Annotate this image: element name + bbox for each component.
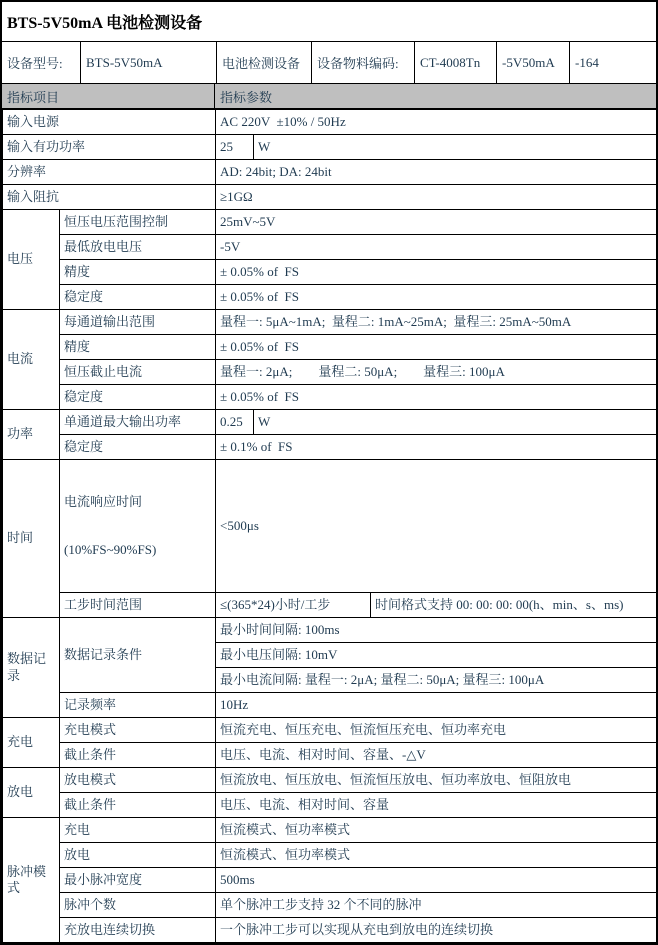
table-row (3, 360, 657, 385)
document-title: BTS-5V50mA 电池检测设备 (2, 2, 656, 42)
spec-value: -5V (216, 235, 657, 260)
group-label-discharge: 放电 (3, 768, 60, 818)
spec-item-label: 恒压电压范围控制 (60, 210, 216, 235)
spec-item-label: 放电模式 (60, 768, 216, 793)
spec-value: ≤(365*24)小时/工步 (216, 593, 371, 618)
spec-value: 恒流充电、恒压充电、恒流恒压充电、恒功率充电 (216, 718, 657, 743)
spec-item-label: 充电 (60, 818, 216, 843)
group-label-time: 时间 (3, 460, 60, 618)
table-row (3, 460, 657, 593)
spec-item-label: 脉冲个数 (60, 893, 216, 918)
device-code-part3: -164 (575, 54, 599, 70)
table-row (3, 618, 657, 643)
spec-item-label: 充电模式 (60, 718, 216, 743)
spec-item-label: 充放电连续切换 (60, 918, 216, 943)
table-row (3, 843, 657, 868)
spec-value: ± 0.05% of FS (216, 335, 657, 360)
table-row (3, 868, 657, 893)
spec-value-unit: W (254, 410, 657, 435)
spec-value: 电压、电流、相对时间、容量、-△V (216, 743, 657, 768)
table-row (3, 743, 657, 768)
spec-item-label: 截止条件 (60, 793, 216, 818)
group-label-voltage: 电压 (3, 210, 60, 310)
spec-value: AC 220V ±10% / 50Hz (216, 110, 657, 135)
table-row (3, 235, 657, 260)
spec-value: 恒流模式、恒功率模式 (216, 818, 657, 843)
spec-value-number: 0.25 (216, 410, 254, 435)
spec-value: 最小电压间隔: 10mV (216, 643, 657, 668)
spec-value: 恒流模式、恒功率模式 (216, 843, 657, 868)
spec-item-label: 放电 (60, 843, 216, 868)
table-row (3, 693, 657, 718)
spec-item-label: 精度 (60, 260, 216, 285)
spec-item-label: 输入电源 (3, 110, 216, 135)
spec-item-label: 记录频率 (60, 693, 216, 718)
table-row (3, 285, 657, 310)
spec-value-unit: W (254, 135, 657, 160)
header-param-column: 指标参数 (220, 89, 273, 105)
spec-value: 500ms (216, 868, 657, 893)
spec-table (2, 109, 657, 943)
table-row (3, 310, 657, 335)
spec-value: 电压、电流、相对时间、容量 (216, 793, 657, 818)
spec-value: ± 0.05% of FS (216, 260, 657, 285)
spec-item-label: 精度 (60, 335, 216, 360)
device-code-part2: -5V50mA (497, 42, 570, 83)
spec-value: ± 0.05% of FS (216, 285, 657, 310)
table-row (3, 793, 657, 818)
spec-item-label: 截止条件 (60, 743, 216, 768)
spec-value: AD: 24bit; DA: 24bit (216, 160, 657, 185)
spec-item-label: 恒压截止电流 (60, 360, 216, 385)
spec-item-label: 单通道最大输出功率 (60, 410, 216, 435)
table-row (3, 385, 657, 410)
table-row (3, 410, 657, 435)
spec-value: 量程一: 2μA; 量程二: 50μA; 量程三: 100μA (216, 360, 657, 385)
device-type: 电池检测设备 (217, 42, 312, 83)
spec-value-note: 时间格式支持 00: 00: 00: 00(h、min、s、ms) (371, 593, 657, 618)
spec-item-label: 最低放电电压 (60, 235, 216, 260)
spec-item-label: 输入阻抗 (3, 185, 216, 210)
group-label-power: 功率 (3, 410, 60, 460)
device-info-row (2, 42, 656, 84)
group-label-pulse-mode: 脉冲模式 (3, 818, 60, 943)
table-row (3, 435, 657, 460)
spec-value: 量程一: 5μA~1mA; 量程二: 1mA~25mA; 量程三: 25mA~50mA (216, 310, 657, 335)
spec-item-label: 每通道输出范围 (60, 310, 216, 335)
table-row (3, 185, 657, 210)
spec-item-label: 输入有功功率 (3, 135, 216, 160)
spec-item-label: 工步时间范围 (60, 593, 216, 618)
device-code-label: 设备物料编码: (312, 42, 415, 83)
device-model-label: 设备型号: (2, 42, 81, 83)
spec-value: 25mV~5V (216, 210, 657, 235)
group-label-current: 电流 (3, 310, 60, 410)
spec-item-label: 最小脉冲宽度 (60, 868, 216, 893)
spec-value: ≥1GΩ (216, 185, 657, 210)
device-code-part1: CT-4008Tn (415, 42, 497, 83)
spec-value: <500μs (216, 460, 657, 593)
spec-value: 10Hz (216, 693, 657, 718)
spec-item-label: 稳定度 (60, 435, 216, 460)
spec-item-label: 稳定度 (60, 285, 216, 310)
table-row (3, 135, 657, 160)
table-row (3, 768, 657, 793)
header-item-column: 指标项目 (2, 84, 215, 108)
group-label-data-record: 数据记录 (3, 618, 60, 718)
spec-item-label: 稳定度 (60, 385, 216, 410)
group-label-charge: 充电 (3, 718, 60, 768)
table-row (3, 110, 657, 135)
table-row (3, 160, 657, 185)
spec-value: 单个脉冲工步支持 32 个不同的脉冲 (216, 893, 657, 918)
spec-item-label-line2: (10%FS~90%FS) (64, 542, 157, 558)
device-model-value: BTS-5V50mA (81, 42, 217, 83)
table-row (3, 918, 657, 943)
spec-item-label-line1: 电流响应时间 (64, 493, 143, 509)
spec-item-label: 数据记录条件 (60, 618, 216, 693)
spec-value: ± 0.1% of FS (216, 435, 657, 460)
table-row (3, 818, 657, 843)
table-row (3, 593, 657, 618)
spec-value: 恒流放电、恒压放电、恒流恒压放电、恒功率放电、恒阻放电 (216, 768, 657, 793)
spec-value: 最小电流间隔: 量程一: 2μA; 量程二: 50μA; 量程三: 100μA (216, 668, 657, 693)
table-row (3, 718, 657, 743)
spec-item-label (60, 460, 216, 593)
table-row (3, 210, 657, 235)
spec-value: 一个脉冲工步可以实现从充电到放电的连续切换 (216, 918, 657, 943)
table-row (3, 260, 657, 285)
table-row (3, 893, 657, 918)
spec-item-label: 分辨率 (3, 160, 216, 185)
table-header (2, 84, 656, 109)
spec-value: 最小时间间隔: 100ms (216, 618, 657, 643)
spec-value-number: 25 (216, 135, 254, 160)
spec-value: ± 0.05% of FS (216, 385, 657, 410)
table-row (3, 335, 657, 360)
